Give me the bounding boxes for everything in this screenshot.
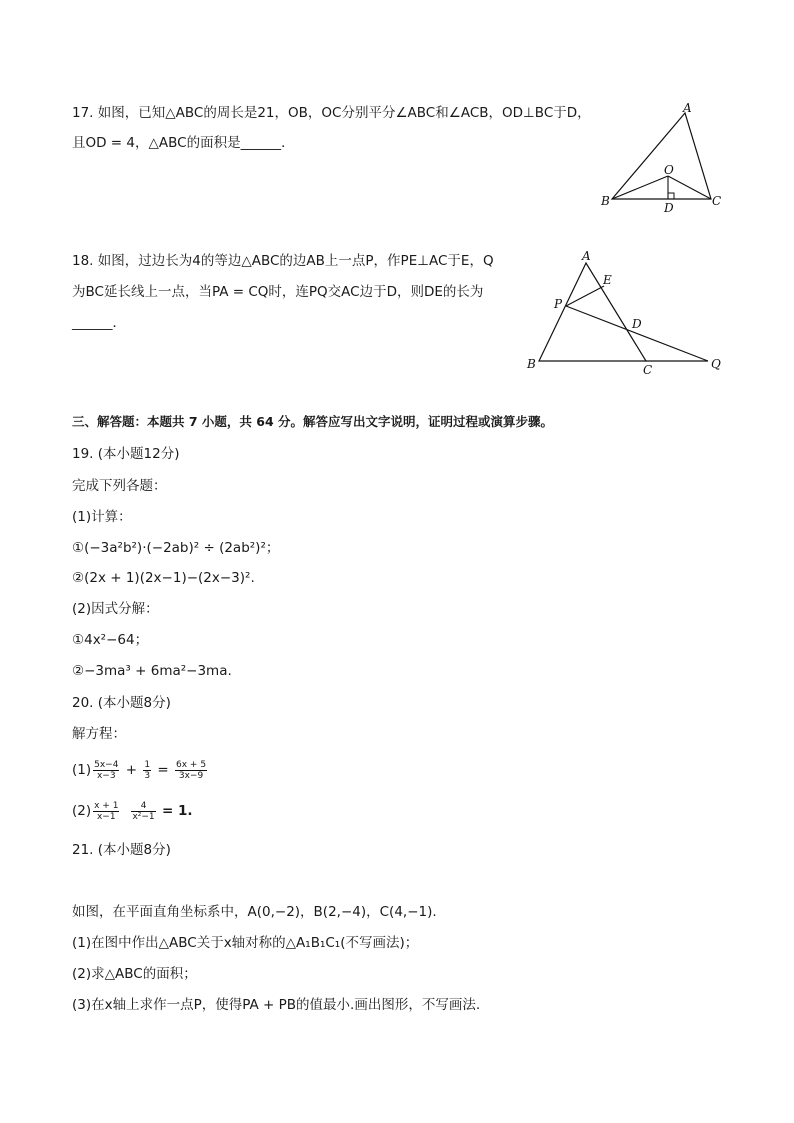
q20-intro: 解方程： bbox=[72, 726, 126, 742]
q20-eq2-rhs: = 1. bbox=[161, 803, 193, 819]
q20-eq1-num1: 5x−4 bbox=[94, 759, 119, 770]
q19-title: 19. (本小题12分) bbox=[72, 446, 180, 462]
q18-label-A: A bbox=[582, 249, 591, 263]
q18-line2: 为BC延长线上一点，当PA = CQ时，连PQ交AC边于D，则DE的长为 bbox=[72, 284, 484, 300]
q20-eq2-den2: x²−1 bbox=[132, 811, 155, 822]
q19-part2: (2)因式分解： bbox=[72, 601, 159, 617]
q18-label-P: P bbox=[554, 297, 563, 311]
section-3-heading: 三、解答题：本题共 7 小题，共 64 分。解答应写出文字说明，证明过程或演算步骤。 bbox=[72, 414, 554, 429]
q19-part1-b: ②(2x + 1)(2x−1)−(2x−3)². bbox=[72, 570, 255, 586]
q21-intro: 如图，在平面直角坐标系中，A(0,−2)，B(2,−4)，C(4,−1). bbox=[72, 904, 437, 920]
q18-line1: 18. 如图，过边长为4的等边△ABC的边AB上一点P，作PE⊥AC于E，Q bbox=[72, 253, 494, 269]
q20-eq2-frac2 bbox=[131, 801, 155, 822]
q20-eq1-den2: 3 bbox=[144, 770, 151, 781]
q19-part1-a: ①(−3a²b²)·(−2ab)² ÷ (2ab²)²； bbox=[72, 540, 280, 556]
q17-label-O: O bbox=[664, 163, 674, 177]
q20-eq1-equals: = bbox=[157, 762, 169, 778]
q20-eq1-num2: 1 bbox=[144, 759, 151, 770]
q18-label-E: E bbox=[603, 273, 612, 287]
q18-label-Q: Q bbox=[711, 357, 721, 371]
q20-eq1-frac1 bbox=[93, 760, 119, 781]
q20-eq1-frac3 bbox=[175, 760, 207, 781]
q17-line1: 17. 如图，已知△ABC的周长是21，OB，OC分别平分∠ABC和∠ACB，OD⊥BC于D， bbox=[72, 105, 591, 121]
q20-eq1-label: (1) bbox=[72, 762, 92, 778]
q20-eq1-num3: 6x + 5 bbox=[176, 759, 207, 770]
q20-eq1-den1: x−3 bbox=[96, 770, 116, 781]
q19-part2-b: ②−3ma³ + 6ma²−3ma. bbox=[72, 663, 232, 679]
q20-eq1-frac2 bbox=[143, 760, 151, 781]
q20-equation-1 bbox=[72, 757, 209, 783]
q19-part1: (1)计算： bbox=[72, 509, 132, 525]
q17-figure bbox=[590, 100, 730, 220]
q17-label-C: C bbox=[712, 194, 722, 208]
q21-title: 21. (本小题8分) bbox=[72, 842, 171, 858]
q20-equation-2 bbox=[72, 798, 193, 824]
q20-eq1-den3: 3x−9 bbox=[178, 770, 204, 781]
q18-label-D: D bbox=[632, 317, 642, 331]
q19-part2-a: ①4x²−64； bbox=[72, 632, 149, 648]
q19-intro: 完成下列各题： bbox=[72, 478, 167, 494]
q17-label-D: D bbox=[664, 201, 674, 215]
q20-eq2-den1: x−1 bbox=[96, 811, 116, 822]
q18-label-B: B bbox=[527, 357, 536, 371]
q20-title: 20. (本小题8分) bbox=[72, 695, 171, 711]
q20-eq2-num1: x + 1 bbox=[94, 800, 119, 811]
q17-line2: 且OD = 4，△ABC的面积是______． bbox=[72, 135, 295, 151]
q21-part3: (3)在x轴上求作一点P，使得PA + PB的值最小.画出图形，不写画法. bbox=[72, 997, 481, 1013]
q20-eq2-label: (2) bbox=[72, 803, 92, 819]
q21-part2: (2)求△ABC的面积； bbox=[72, 966, 197, 982]
q18-label-C: C bbox=[643, 363, 653, 376]
q17-label-B: B bbox=[601, 194, 610, 208]
q21-part1: (1)在图中作出△ABC关于x轴对称的△A₁B₁C₁(不写画法)； bbox=[72, 935, 419, 951]
q20-eq2-num2: 4 bbox=[131, 801, 155, 812]
q18-line3: ______． bbox=[72, 315, 126, 331]
q20-eq2-frac1 bbox=[93, 801, 119, 822]
q20-eq1-plus: + bbox=[125, 762, 138, 778]
q18-figure bbox=[520, 248, 730, 376]
q17-label-A: A bbox=[683, 101, 692, 115]
